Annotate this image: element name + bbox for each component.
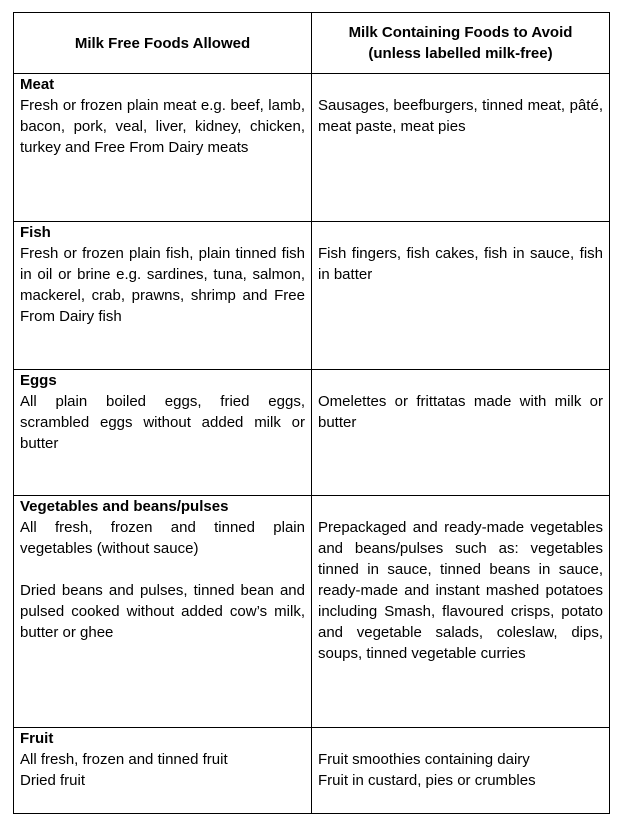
allowed-text-vegetables-2: Dried beans and pulses, tinned bean and pulsed cooked without added cow’s milk, butter or ghee [20,582,305,641]
milk-foods-table [13,12,610,814]
header-allowed-label: Milk Free Foods Allowed [74,34,251,52]
avoid-text-fruit-1: Fruit smoothies containing dairy [318,751,530,768]
avoid-text-fish: Fish fingers, fish cakes, fish in sauce, fish in batter [318,245,603,283]
header-avoid-label: Milk Containing Foods to Avoid [348,24,573,41]
section-title-vegetables: Vegetables and beans/pulses [20,498,229,515]
allowed-cell-eggs [14,370,312,496]
avoid-cell-fish [312,222,610,370]
avoid-text-meat: Sausages, beefburgers, tinned meat, pâté, meat paste, meat pies [318,97,603,135]
header-avoid [312,13,610,74]
allowed-cell-vegetables [14,496,312,728]
allowed-text-vegetables-1: All fresh, frozen and tinned plain vegetables (without sauce) [20,519,305,557]
table-row [14,370,610,496]
allowed-cell-fish [14,222,312,370]
allowed-cell-meat [14,74,312,222]
header-avoid-sublabel: (unless labelled milk-free) [368,45,553,62]
avoid-cell-fruit [312,728,610,814]
avoid-cell-meat [312,74,610,222]
table-header-row [14,13,610,74]
allowed-text-fish: Fresh or frozen plain fish, plain tinned fish in oil or brine e.g. sardines, tuna, salmon, mackerel, crab, prawns, shrimp and Free From Dairy fish [20,245,305,325]
allowed-text-eggs: All plain boiled eggs, fried eggs, scrambled eggs without added milk or butter [20,393,305,452]
table-row [14,74,610,222]
avoid-text-eggs: Omelettes or frittatas made with milk or butter [318,393,603,431]
allowed-cell-fruit [14,728,312,814]
table-row [14,728,610,814]
avoid-text-vegetables: Prepackaged and ready-made vegetables and beans/pulses such as: vegetables tinned in sauce, tinned beans in sauce, ready-made and instant mashed potatoes including Smash, flavoured crisps, potato and vegetable salads, coleslaw, dips, soups, tinned vegetable curries [318,519,603,662]
section-title-fish: Fish [20,224,51,241]
table-row [14,496,610,728]
avoid-text-fruit-2: Fruit in custard, pies or crumbles [318,772,536,789]
allowed-text-meat: Fresh or frozen plain meat e.g. beef, lamb, bacon, pork, veal, liver, kidney, chicken, turkey and Free From Dairy meats [20,97,305,156]
allowed-text-fruit-2: Dried fruit [20,772,86,789]
avoid-cell-vegetables [312,496,610,728]
avoid-cell-eggs [312,370,610,496]
section-title-fruit: Fruit [20,730,54,747]
header-allowed [14,13,312,74]
table-row [14,222,610,370]
allowed-text-fruit-1: All fresh, frozen and tinned fruit [20,751,228,768]
section-title-meat: Meat [20,76,55,93]
section-title-eggs: Eggs [20,372,57,389]
